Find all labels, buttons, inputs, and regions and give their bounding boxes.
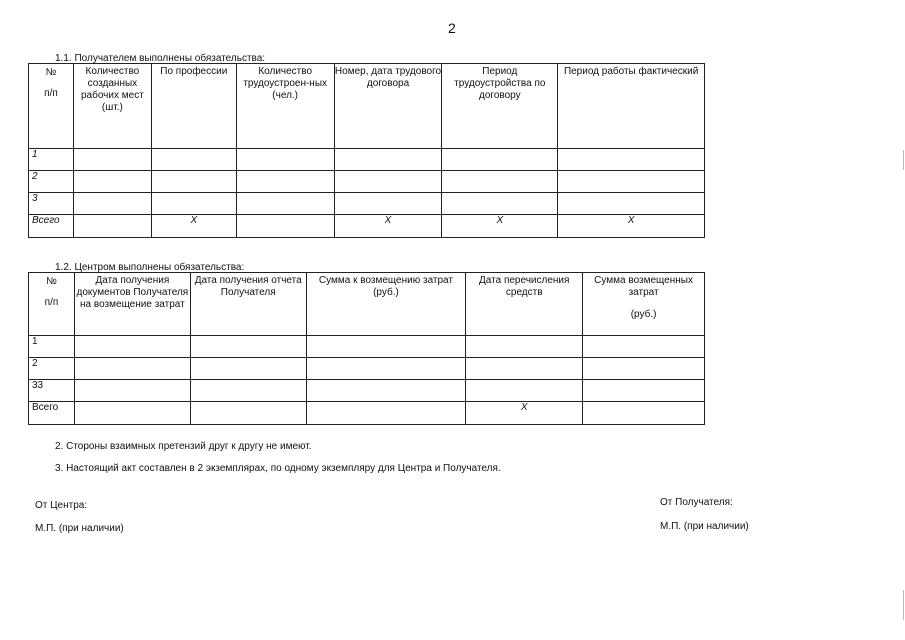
col-header-number-sign: № bbox=[45, 67, 57, 78]
col-header-actual-period: Период работы фактический bbox=[558, 64, 705, 149]
table-row bbox=[29, 193, 705, 215]
recipient-stamp: М.П. (при наличии) bbox=[660, 521, 749, 532]
col-header-by-profession: По профессии bbox=[151, 64, 236, 149]
col-header-employed-count: Количество трудоустроен-ных (чел.) bbox=[236, 64, 334, 149]
page-number: 2 bbox=[448, 20, 456, 36]
section-1-2-heading: 1.2. Центром выполнены обязательства: bbox=[55, 262, 245, 273]
col-header-reimburse-sum: Сумма к возмещению затрат (руб.) bbox=[306, 273, 466, 336]
table-row-total bbox=[29, 215, 705, 238]
col-header-reimbursed-sum-unit: (руб.) bbox=[630, 309, 657, 320]
paragraph-3: 3. Настоящий акт составлен в 2 экземплярах, по одному экземпляру для Центра и Получателя. bbox=[55, 463, 501, 474]
table-row bbox=[29, 380, 705, 402]
row-label: 2 bbox=[29, 171, 74, 193]
col-header-employment-period: Период трудоустройства по договору bbox=[442, 64, 558, 149]
table-row bbox=[29, 171, 705, 193]
center-obligations-table bbox=[28, 272, 705, 425]
row-label: 1 bbox=[29, 336, 75, 358]
table-row-total bbox=[29, 402, 705, 425]
scan-edge-mark bbox=[903, 590, 904, 620]
col-header-number bbox=[29, 64, 74, 149]
row-label: 1 bbox=[29, 149, 74, 171]
center-stamp: М.П. (при наличии) bbox=[35, 523, 124, 534]
col-header-number-pp: п/п bbox=[44, 88, 58, 99]
col-header-number bbox=[29, 273, 75, 336]
col-header-report-date: Дата получения отчета Получателя bbox=[190, 273, 306, 336]
row-label: 2 bbox=[29, 358, 75, 380]
table-row bbox=[29, 358, 705, 380]
x-mark: X bbox=[334, 215, 442, 238]
paragraph-2: 2. Стороны взаимных претензий друг к другу не имеют. bbox=[55, 441, 312, 452]
col-header-docs-date: Дата получения документов Получателя на возмещение затрат bbox=[74, 273, 190, 336]
col-header-number-sign: № bbox=[46, 276, 57, 287]
row-label: 33 bbox=[29, 380, 75, 402]
row-label-total: Всего bbox=[29, 402, 75, 425]
x-mark: X bbox=[558, 215, 705, 238]
col-header-transfer-date: Дата перечисления средств bbox=[466, 273, 583, 336]
col-header-number-pp: п/п bbox=[44, 297, 59, 308]
x-mark: X bbox=[466, 402, 583, 425]
x-mark: X bbox=[442, 215, 558, 238]
row-label-total: Всего bbox=[29, 215, 74, 238]
col-header-reimbursed-sum-title: Сумма возмещенных затрат bbox=[594, 275, 693, 298]
col-header-created-jobs: Количество созданных рабочих мест (шт.) bbox=[73, 64, 151, 149]
recipient-obligations-table bbox=[28, 63, 705, 238]
center-signature-label: От Центра: bbox=[35, 500, 88, 511]
row-label: 3 bbox=[29, 193, 74, 215]
recipient-signature-label: От Получателя: bbox=[660, 497, 733, 508]
table-row bbox=[29, 149, 705, 171]
scan-edge-mark bbox=[903, 150, 904, 170]
x-mark: X bbox=[151, 215, 236, 238]
col-header-contract-number: Номер, дата трудового договора bbox=[334, 64, 442, 149]
col-header-reimbursed-sum bbox=[583, 273, 705, 336]
section-1-1-heading: 1.1. Получателем выполнены обязательства: bbox=[55, 53, 266, 64]
table-row bbox=[29, 336, 705, 358]
